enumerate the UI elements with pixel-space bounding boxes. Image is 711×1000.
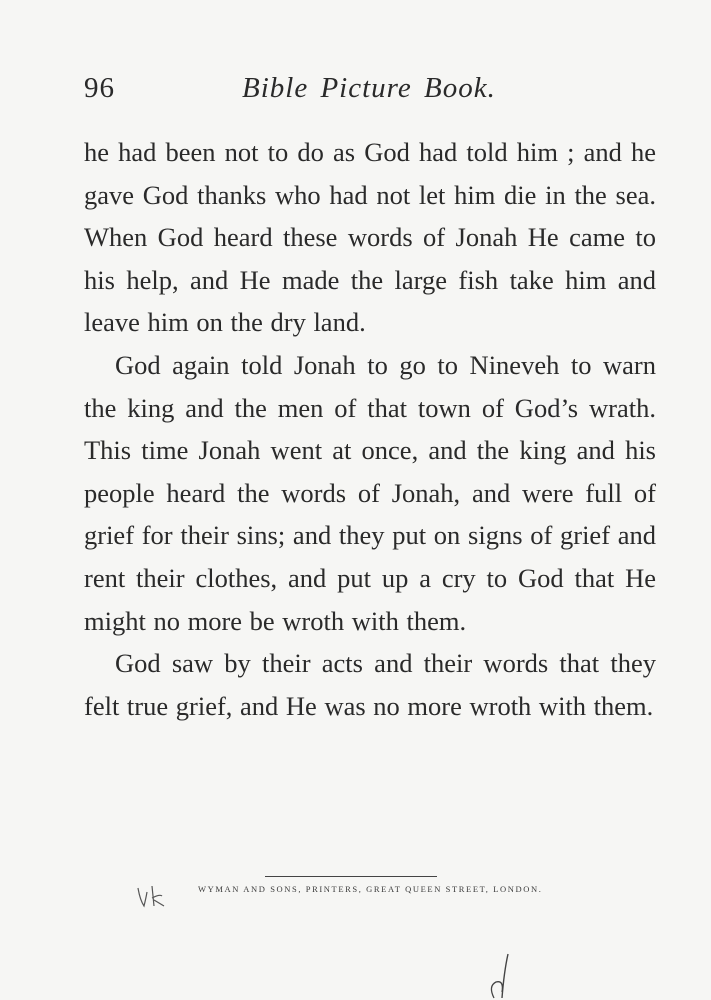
body-text <box>84 131 656 727</box>
running-title: Bible Picture Book. <box>242 72 496 104</box>
footer-rule <box>265 876 437 877</box>
page-number: 96 <box>84 72 115 104</box>
paragraph-2: God again told Jonah to go to Nineveh to warn the king and the men of that town of God’s wrath. This time Jonah went at once, and the king and his people heard the words of Jonah, and were full of grief for their sins; and they put on signs of grief and rent their clothes, and put up a cry to God that He might no more be wroth with them. <box>84 349 656 636</box>
page-header <box>84 72 624 116</box>
pencil-mark <box>132 882 172 912</box>
paragraph-3: God saw by their acts and their words that they felt true grief, and He was no more wroth with them. <box>84 648 656 721</box>
paragraph-1: he had been not to do as God had told him ; and he gave God thanks who had not let him die in the sea. When God heard these words of Jonah He came to his help, and He made the large fish take him and leave him on the dry land. <box>84 137 656 338</box>
pencil-mark-corner <box>484 952 520 1000</box>
printer-imprint: WYMAN AND SONS, PRINTERS, GREAT QUEEN STREET, LONDON. <box>198 884 543 894</box>
